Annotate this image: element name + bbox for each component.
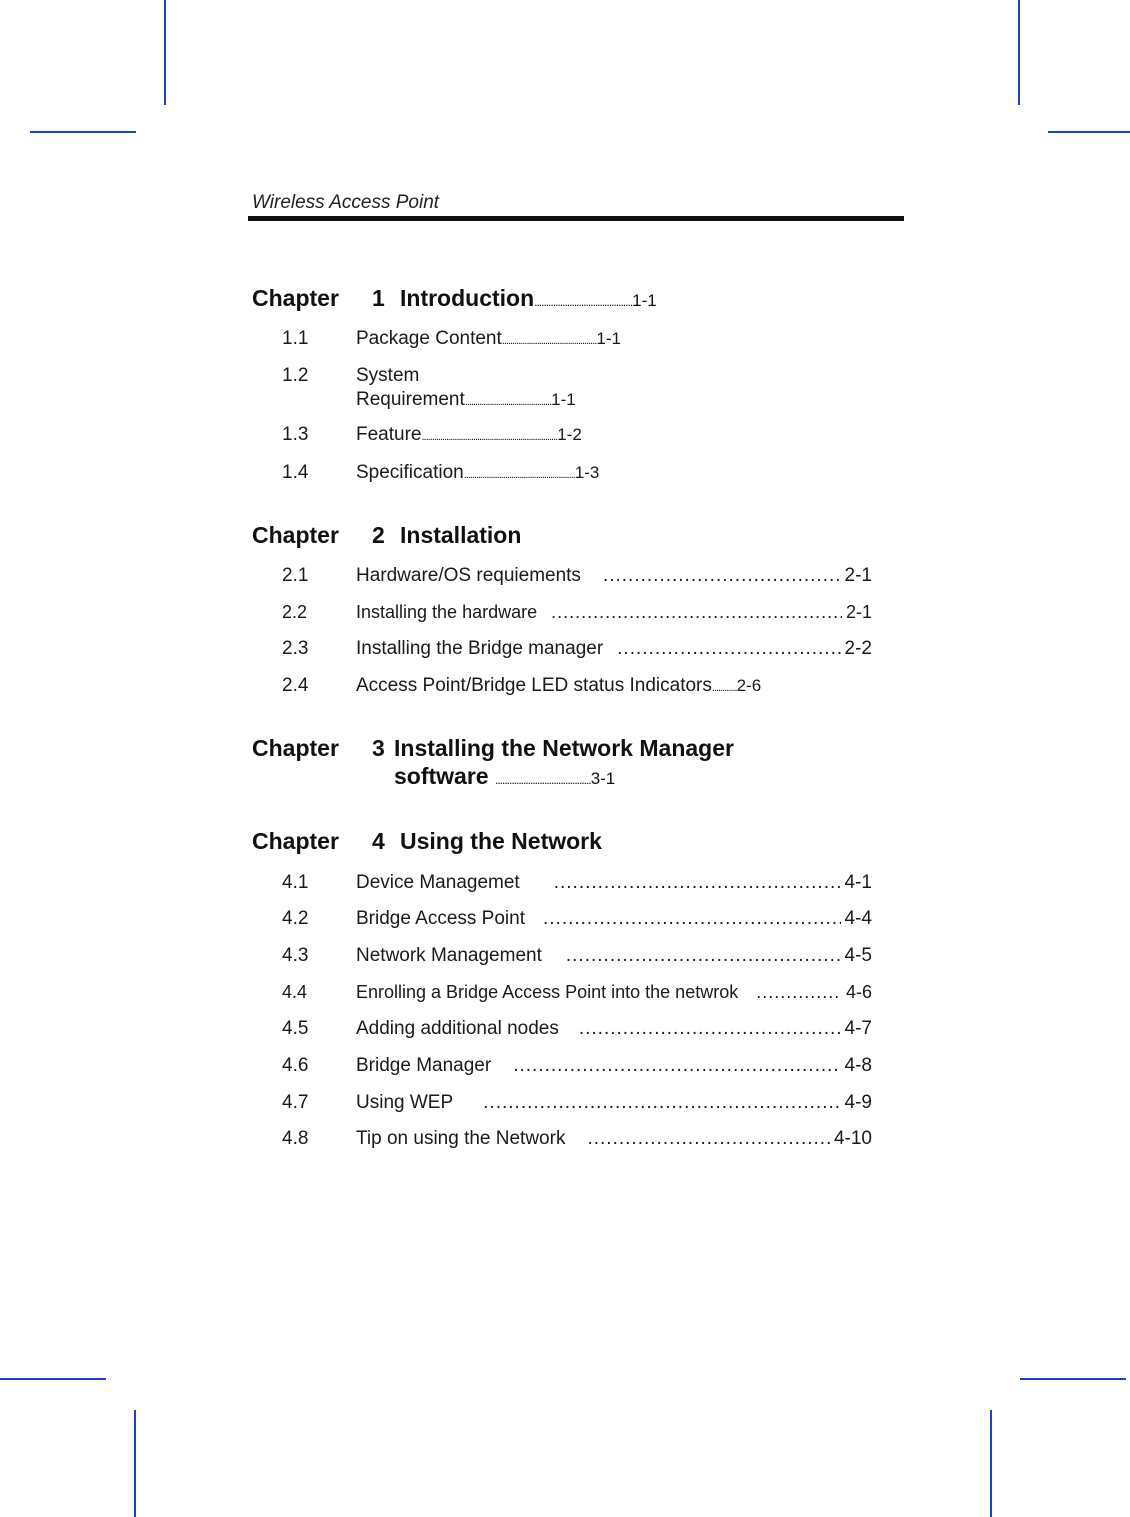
- toc-entry-4-3[interactable]: [282, 945, 872, 967]
- section-page: 2-6: [736, 676, 762, 695]
- section-page: 1-2: [557, 425, 582, 444]
- section-leader: [566, 945, 841, 967]
- toc-entry-4-8[interactable]: [282, 1128, 872, 1150]
- section-number: 4.7: [282, 1092, 309, 1113]
- chapter-3-heading-line2[interactable]: [394, 763, 615, 790]
- section-title: Installing the hardware: [356, 602, 538, 622]
- toc-entry-4-1[interactable]: [282, 872, 872, 894]
- crop-mark-bottom-right-horizontal: [1020, 1378, 1126, 1380]
- section-title: Adding additional nodes: [356, 1018, 559, 1039]
- section-page: 1-1: [551, 390, 576, 409]
- chapter-word: Chapter: [252, 828, 339, 854]
- section-number: 1.3: [282, 424, 309, 445]
- section-page: 1-1: [596, 329, 621, 348]
- section-title-line1: System: [356, 365, 420, 386]
- chapter-title-line1: Installing the Network Manager: [394, 735, 734, 761]
- section-number: 2.1: [282, 565, 309, 586]
- chapter-1-heading[interactable]: [252, 285, 657, 312]
- chapter-number: 4: [372, 828, 385, 854]
- section-title: Network Management: [356, 945, 542, 966]
- section-title: Hardware/OS requiements: [356, 565, 581, 586]
- chapter-number: 1: [372, 285, 385, 311]
- section-leader: ......................................................: [463, 469, 575, 481]
- chapter-2-heading[interactable]: [252, 522, 521, 549]
- chapter-title-line2: software: [394, 763, 489, 789]
- section-page: 4-6: [845, 982, 872, 1002]
- section-title: Tip on using the Network: [356, 1128, 566, 1149]
- crop-mark-top-right-horizontal: [1048, 131, 1130, 133]
- section-leader: ..........................................: [464, 396, 552, 408]
- crop-mark-bottom-right-vertical: [990, 1410, 992, 1517]
- toc-entry-1-4[interactable]: [282, 462, 599, 484]
- chapter-word: Chapter: [252, 522, 339, 548]
- toc-entry-1-1[interactable]: [282, 328, 621, 350]
- toc-entry-4-7[interactable]: [282, 1092, 872, 1114]
- toc-entry-4-4[interactable]: [282, 982, 872, 1003]
- section-number: 4.1: [282, 872, 309, 893]
- chapter-leader: ..........................................: [534, 295, 633, 309]
- section-leader: [603, 565, 841, 587]
- section-title: Enrolling a Bridge Access Point into the netwrok: [356, 982, 739, 1002]
- section-page: 4-5: [844, 945, 872, 966]
- section-number: 2.4: [282, 675, 309, 696]
- section-number: 1.1: [282, 328, 309, 349]
- section-leader: [587, 1128, 830, 1150]
- toc-entry-4-5[interactable]: [282, 1018, 872, 1040]
- chapter-leader: .........................................: [494, 773, 591, 787]
- chapter-number: 2: [372, 522, 385, 548]
- section-page: 4-4: [844, 908, 872, 929]
- section-number: 2.2: [282, 602, 308, 622]
- toc-entry-4-2[interactable]: [282, 908, 872, 930]
- toc-entry-1-2[interactable]: [282, 365, 419, 387]
- header-rule: [248, 216, 904, 221]
- section-number: 4.6: [282, 1055, 309, 1076]
- section-leader: [513, 1055, 840, 1077]
- chapter-3-heading[interactable]: [252, 735, 734, 762]
- section-title: Package Content: [356, 328, 502, 349]
- section-leader: [756, 982, 842, 1003]
- chapter-page: 1-1: [632, 291, 657, 310]
- section-title: Bridge Access Point: [356, 908, 525, 929]
- section-number: 4.5: [282, 1018, 309, 1039]
- chapter-page: 3-1: [590, 769, 616, 788]
- toc-entry-1-2-line2[interactable]: [356, 389, 576, 411]
- crop-mark-bottom-left-horizontal: [0, 1378, 106, 1380]
- section-page: 4-7: [844, 1018, 872, 1039]
- section-title: Access Point/Bridge LED status Indicators: [356, 675, 712, 696]
- toc-entry-2-3[interactable]: [282, 638, 872, 660]
- section-page: 4-8: [844, 1055, 872, 1076]
- section-page: 2-1: [845, 602, 872, 622]
- section-number: 1.4: [282, 462, 309, 483]
- section-number: 4.4: [282, 982, 308, 1002]
- chapter-word: Chapter: [252, 285, 339, 311]
- section-leader: ..............................................: [501, 335, 597, 347]
- toc-entry-1-3[interactable]: [282, 424, 582, 446]
- chapter-title: Introduction: [400, 285, 535, 311]
- section-number: 4.2: [282, 908, 309, 929]
- section-page: 4-10: [833, 1128, 872, 1149]
- section-leader: [551, 602, 842, 623]
- crop-mark-top-right-vertical: [1018, 0, 1020, 105]
- section-leader: ............: [711, 682, 737, 694]
- chapter-title: Installation: [400, 522, 522, 548]
- section-page: 4-1: [844, 872, 872, 893]
- chapter-word: Chapter: [252, 735, 339, 761]
- section-number: 1.2: [282, 365, 309, 386]
- running-header-title: Wireless Access Point: [252, 192, 440, 213]
- section-leader: [543, 908, 841, 930]
- section-page: 4-9: [844, 1092, 872, 1113]
- section-page: 2-1: [844, 565, 872, 586]
- section-number: 2.3: [282, 638, 309, 659]
- section-leader: [579, 1018, 841, 1040]
- section-number: 4.3: [282, 945, 309, 966]
- crop-mark-bottom-left-vertical: [134, 1410, 136, 1517]
- section-title: Bridge Manager: [356, 1055, 492, 1076]
- section-leader: [483, 1092, 840, 1114]
- section-title: Specification: [356, 462, 464, 483]
- section-title: Installing the Bridge manager: [356, 638, 604, 659]
- chapter-4-heading[interactable]: [252, 828, 602, 855]
- section-number: 4.8: [282, 1128, 309, 1149]
- crop-mark-top-left-horizontal: [30, 131, 136, 133]
- section-title: Feature: [356, 424, 422, 445]
- section-page: 2-2: [844, 638, 872, 659]
- crop-mark-top-left-vertical: [164, 0, 166, 105]
- section-page: 1-3: [574, 463, 600, 482]
- chapter-title: Using the Network: [400, 828, 602, 854]
- section-title: Device Managemet: [356, 872, 520, 893]
- section-leader: [554, 872, 841, 894]
- chapter-number: 3: [372, 735, 385, 761]
- section-title: Using WEP: [356, 1092, 454, 1113]
- section-leader: ..................................................................: [421, 431, 558, 443]
- toc-entry-4-6[interactable]: [282, 1055, 872, 1077]
- section-title-line2: Requirement: [356, 389, 465, 410]
- toc-entry-2-4[interactable]: [282, 675, 761, 697]
- toc-entry-2-1[interactable]: [282, 565, 872, 587]
- toc-entry-2-2[interactable]: [282, 602, 872, 623]
- section-leader: [617, 638, 840, 660]
